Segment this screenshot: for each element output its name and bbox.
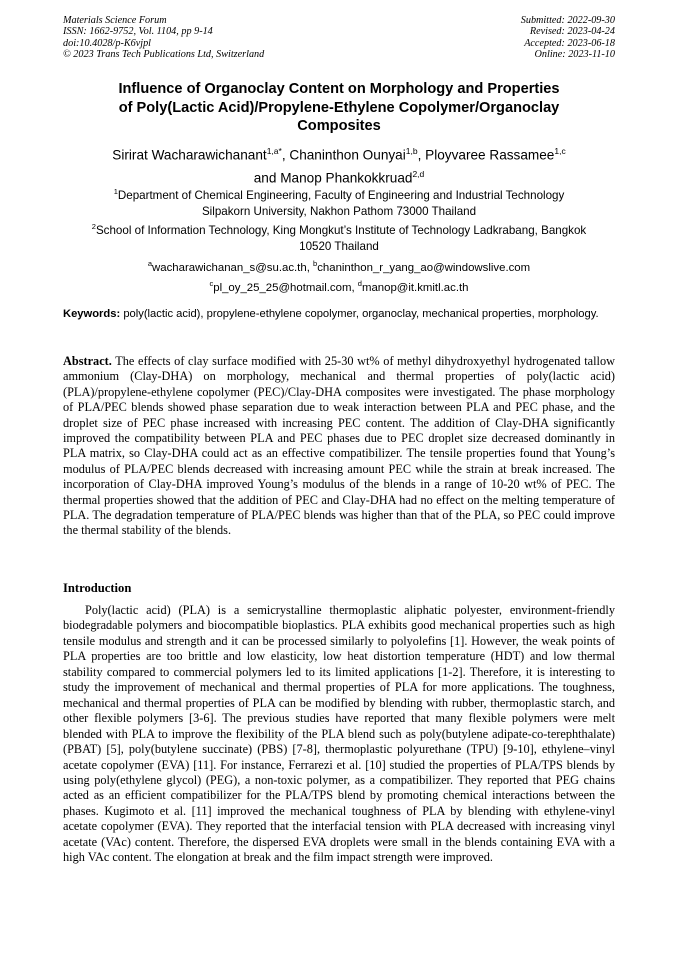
email-mark: c [209,278,214,288]
affiliation-text: 10520 Thailand [299,239,379,253]
abstract-text: The effects of clay surface modified with 25-30 wt% of methyl dihydroxyethyl hydrogenated tallow ammonium (Clay-DHA) on morphology, mechanical and thermal properties of poly(lactic acid) (PLA)/propylene-ethylene copolymer (PEC)/Clay-DHA composites were investigated. The phase morphology of PLA/PEC blends showed phase separation due to weak interaction between PLA and PEC phase, and the droplet size of PEC phase increased with increasing PEC content. The addition of Clay-DHA significantly improved the compatibility between PLA and PEC phases due to PEC droplet size decreased dominantly in PLA matrix, so Clay-DHA could act as an effective compatibilizer. The tensile properties found that Young’s modulus of PLA/PEC blends decreased with increasing amount PEC while the strain at break increased. The incorporation of Clay-DHA improved Young’s modulus of the blends in a range of 10-20 wt% of PEC. The thermal properties showed that the addition of PEC and Clay-DHA had no effect on the melting temperature of PLA. The degradation temperature of PLA/PEC blends was higher than that of the PLA, so PEC could improve the thermal stability of the blends. [63,354,616,538]
author-conjunction: and [253,170,281,186]
email-link[interactable]: chaninthon_r_yang_ao@windowslive.com [317,261,531,274]
date-revised: Revised: 2023-04-24 [529,26,615,38]
keywords-text: poly(lactic acid), propylene-ethylene copolymer, organoclay, mechanical properties, morphology. [123,308,599,320]
submission-dates [521,15,615,61]
affiliation-2 [63,219,615,255]
author-affil-mark: 2,d [412,168,425,179]
author-affil-mark: 1,c [554,146,566,156]
journal-issn: ISSN: 1662-9752, Vol. 1104, pp 9-14 [63,26,213,38]
author-name: Sirirat Wacharawichanant [112,147,267,163]
date-online: Online: 2023-11-10 [534,49,615,61]
journal-name: Materials Science Forum [63,15,167,26]
email-link[interactable]: manop@it.kmitl.ac.th [361,281,469,294]
author-name: Chaninthon Ounyai [289,147,406,163]
keywords-block [63,307,615,322]
title-line: Influence of Organoclay Content on Morphology and Properties [118,81,560,97]
affiliation-mark: 2 [91,222,96,231]
affiliation-text: Silpakorn University, Nakhon Pathom 73000 Thailand [201,204,477,218]
author-line: Sirirat Wacharawichanant$^{1,a*}$, Chaninthon Ounyai$^{1,b}$, Ployvaree Rassamee$^{1,c}$ [112,146,566,163]
introduction-paragraph: Poly(lactic acid) (PLA) is a semicrystalline thermoplastic aliphatic polyester, environment-friendly biodegradable polymers and biocompatible bioplastics. PLA exhibits good mechanical properties such as high tensile modulus and strength and it can be processed similarly to polyolefins [1]. However, the weak points of PLA properties are too brittle and low elasticity, low heat distortion temperature (HDT) and low thermal stability compared to commercial polymers led to its limited applications [1-2]. Therefore, it is interesting to study the improvement of mechanical and thermal properties of PLA for more applications. The toughness, mechanical and thermal properties of PLA can be modified by blending with rubber, thermoplastic starch, and other flexible polymers [3-6]. The previous studies have reported that many flexible polymers were melt blended with PLA to improve the flexibility of the PLA blend such as poly(butylene adipate-co-terephthalate) (PBAT) [5], poly(butylene succinate) (PBS) [7-8], thermoplastic polyurethane (TPU) [9-10], ethylene–vinyl acetate copolymer (EVA) [11]. For instance, Ferrarezi et al. [10] studied the properties of PLA/TPS blends by using poly(ethylene glycol) (PEG), a non-toxic polymer, as a compatibilizer. They reported that PEG chains acted as an efficient compatibilizer for the PLA/TPS blend by promoting chemical interactions between the phases. Kugimoto et al. [11] improved the mechanical toughness of PLA by blending with ethylene-vinyl acetate copolymer (EVA). They reported that the interfacial tension with PLA decreased with increasing vinyl acetate (VAc) content. Therefore, the dispersed EVA droplets were small in the blends containing EVA with a high VAc content. The elongation at break and the film impact strength were improved. [63,603,615,865]
title-line: Composites [297,118,381,134]
abstract-label: Abstract. [63,354,112,368]
affiliation-mark: 1 [113,187,118,196]
email-mark: b [313,259,318,268]
journal-info [63,15,264,61]
author-name: Ployvaree Rassamee [425,147,555,163]
date-submitted: Submitted: 2022-09-30 [520,15,615,26]
affiliation-text: Department of Chemical Engineering, Faculty of Engineering and Industrial Technology [117,188,565,202]
author-emails: $^a$wacharawichanan_s@su.ac.th, $^b$chaninthon_r_yang_ao@windowslive.com $^c$pl_oy_25_25@hotmail.com, $^d$manop@it.kmitl.ac.th [147,259,531,294]
paper-title [63,80,615,136]
email-mark: a [147,259,153,268]
title-line: of Poly(Lactic Acid)/Propylene-Ethylene Copolymer/Organoclay [118,99,560,116]
affiliation-text: School of Information Technology, King Mongkut’s Institute of Technology Ladkrabang, Bangkok [95,223,587,237]
email-link[interactable]: pl_oy_25_25@hotmail.com [213,281,352,294]
affiliation-1 [63,184,615,220]
keywords-label: Keywords: [63,308,121,320]
section-heading-introduction: Introduction [63,581,132,595]
author-name: Manop Phankokkruad [280,170,413,186]
abstract-block [63,354,615,539]
email-link[interactable]: wacharawichanan_s@su.ac.th [152,261,307,274]
author-affil-mark: 1,b [405,146,418,156]
author-list [63,142,615,187]
journal-doi: doi:10.4028/p-K6vjpl [63,37,152,49]
author-affil-mark: 1,a* [266,146,282,156]
email-mark: d [357,278,362,288]
journal-copyright: © 2023 Trans Tech Publications Ltd, Switzerland [63,49,265,61]
date-accepted: Accepted: 2023-06-18 [524,37,615,49]
